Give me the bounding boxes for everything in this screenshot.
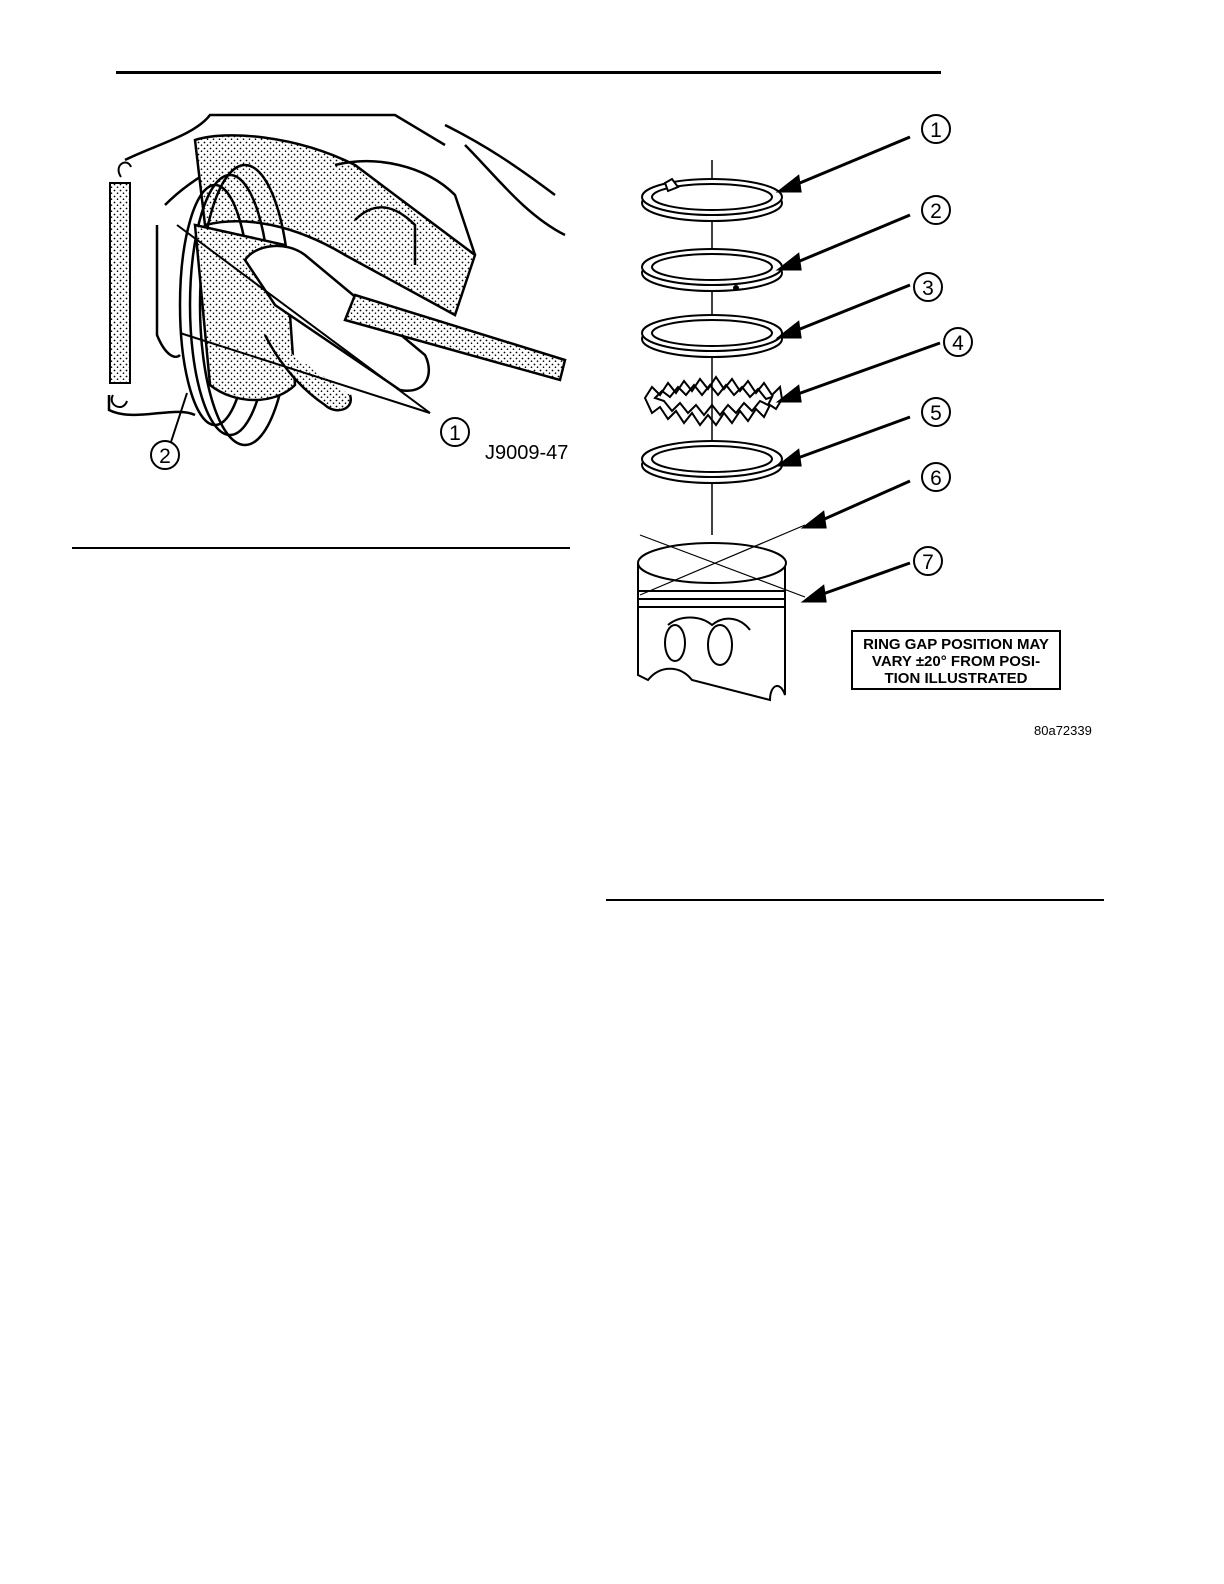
callout-r3 [914, 273, 942, 301]
svg-text:2: 2 [930, 200, 942, 223]
left-figure-code: J9009-47 [485, 442, 569, 464]
svg-text:5: 5 [930, 402, 942, 425]
right-figure-code: 80a72339 [1034, 723, 1092, 738]
svg-text:1: 1 [449, 422, 461, 445]
ring-gap-note [852, 631, 1060, 689]
svg-text:VARY ±20° FROM POSI-: VARY ±20° FROM POSI- [871, 653, 1041, 670]
piston [638, 543, 786, 700]
callout-r5 [922, 398, 950, 426]
callout-1 [441, 418, 469, 446]
ring-1 [642, 179, 782, 221]
right-figure-rule [606, 899, 1104, 901]
svg-text:4: 4 [952, 332, 964, 355]
svg-text:1: 1 [930, 119, 942, 142]
callout-r2 [922, 196, 950, 224]
callout-r6 [922, 463, 950, 491]
spring-icon [110, 162, 131, 407]
callout-r4 [944, 328, 972, 356]
callout-r7 [914, 547, 942, 575]
header-rule [116, 71, 941, 74]
left-figure-rule [72, 547, 570, 549]
svg-text:2: 2 [159, 445, 171, 468]
svg-text:3: 3 [922, 277, 934, 300]
svg-text:6: 6 [930, 467, 942, 490]
left-figure [95, 105, 575, 475]
ring-3 [642, 315, 782, 357]
ring-5 [642, 441, 782, 483]
callout-2 [151, 441, 179, 469]
ring-2 [642, 249, 782, 291]
svg-text:RING GAP POSITION MAY: RING GAP POSITION MAY [863, 636, 1049, 653]
callout-arrows [780, 137, 940, 601]
callout-r1 [922, 115, 950, 143]
svg-text:7: 7 [922, 551, 934, 574]
ring-4-expander [645, 377, 782, 425]
svg-text:TION ILLUSTRATED: TION ILLUSTRATED [884, 670, 1028, 687]
right-figure [620, 105, 1100, 745]
